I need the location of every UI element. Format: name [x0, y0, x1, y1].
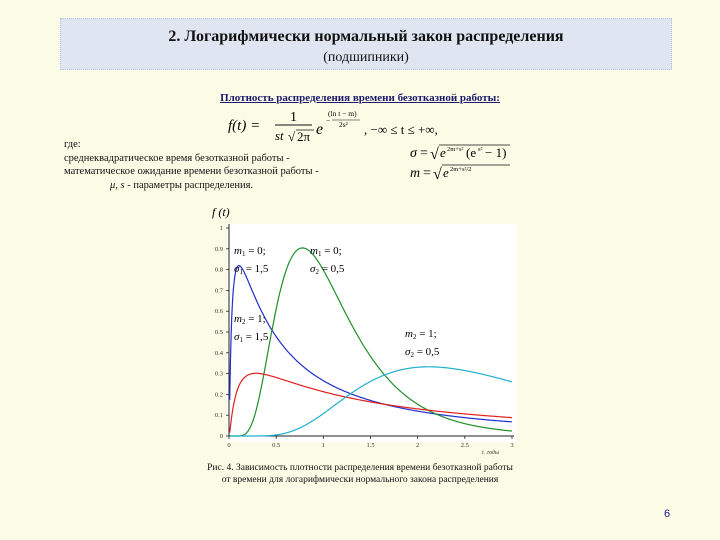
svg-text:=: = — [420, 146, 428, 161]
caption-line-2: от времени для логарифмически нормального закона распределения — [221, 475, 499, 485]
y-tick-label: 0.4 — [214, 349, 223, 357]
svg-text:√: √ — [430, 146, 439, 163]
params-definition — [64, 179, 319, 193]
slide-title-box — [60, 18, 672, 70]
x-tick-label: 1.5 — [366, 442, 375, 449]
svg-text:e: e — [443, 165, 449, 180]
sigma-formula — [410, 142, 520, 164]
x-tick-label: 0.5 — [272, 442, 281, 449]
svg-text:2m+s²: 2m+s² — [447, 146, 464, 153]
y-tick-label: 0.1 — [214, 412, 223, 420]
svg-text:f(t) =: f(t) = — [228, 118, 261, 134]
svg-text:st: st — [275, 128, 284, 143]
svg-text:2s²: 2s² — [339, 120, 348, 129]
y-tick-label: 0.6 — [214, 308, 223, 316]
y-tick-label: 0.9 — [214, 245, 223, 253]
svg-text:=: = — [423, 166, 431, 181]
x-axis-label: t, годы — [482, 450, 500, 454]
y-axis-label: f (t) — [212, 205, 230, 219]
m-definition: математическое ожидание времени безотказной работы - — [64, 166, 319, 177]
svg-text:√: √ — [433, 166, 442, 183]
definitions-block — [64, 138, 319, 192]
svg-text:σ: σ — [410, 146, 417, 161]
y-tick-label: 0.3 — [214, 370, 223, 378]
svg-text:, −∞ ≤ t ≤ +∞,: , −∞ ≤ t ≤ +∞, — [364, 122, 438, 137]
x-tick-label: 3 — [510, 442, 514, 449]
density-chart-svg — [200, 204, 530, 454]
annotation-m-line: m2 = 1; — [405, 328, 437, 341]
svg-text:√: √ — [288, 129, 296, 144]
annotation-s-line: σ2 = 0,5 — [310, 263, 345, 276]
x-tick-label: 0 — [227, 442, 231, 449]
slide-title: 2. Логарифмически нормальный закон распределения — [168, 28, 564, 45]
annotation-m-line: m1 = 0; — [234, 245, 266, 258]
page-number: 6 — [664, 508, 671, 520]
svg-text:e: e — [316, 121, 324, 138]
density-chart — [200, 204, 530, 459]
y-tick-label: 0.2 — [214, 391, 223, 399]
svg-text:−: − — [326, 116, 331, 125]
y-tick-label: 0 — [219, 433, 223, 440]
svg-text:1: 1 — [290, 110, 297, 125]
slide-title-subtitle: (подшипники) — [323, 50, 409, 65]
svg-text:2m+s²/2: 2m+s²/2 — [450, 166, 472, 173]
annotation-m-line: m2 = 1; — [234, 313, 266, 326]
x-tick-label: 1 — [321, 442, 325, 449]
y-tick-label: 0.7 — [214, 287, 223, 295]
y-tick-label: 0.5 — [214, 329, 223, 336]
annotation-m-line: m1 = 0; — [310, 245, 342, 258]
m-formula — [410, 162, 520, 184]
y-tick-label: 0.8 — [214, 266, 223, 274]
svg-text:s²: s² — [478, 146, 483, 153]
x-tick-label: 2.5 — [460, 442, 469, 449]
figure-caption — [0, 462, 720, 486]
svg-text:e: e — [440, 145, 446, 160]
where-label: где: — [64, 139, 81, 150]
params-definition-text: - параметры распределения. — [127, 179, 254, 191]
svg-text:(ln t − m): (ln t − m) — [328, 109, 357, 118]
svg-text:2π: 2π — [297, 129, 311, 144]
x-tick-label: 2 — [416, 442, 420, 449]
density-subtitle: Плотность распределения времени безотказной работы: — [220, 92, 500, 104]
y-tick-label: 1 — [219, 225, 223, 232]
sigma-definition: среднеквадратическое время безотказной работы - — [64, 152, 290, 164]
params-symbols: μ, s — [110, 179, 125, 191]
annotation-s-line: σ2 = 0,5 — [405, 346, 440, 359]
svg-text:m: m — [410, 166, 421, 181]
svg-text:− 1): − 1) — [485, 145, 507, 160]
annotation-s-line: σ1 = 1,5 — [234, 263, 269, 276]
annotation-s-line: σ1 = 1,5 — [234, 331, 269, 344]
caption-line-1: Рис. 4. Зависимость плотности распределения времени безотказной работы — [207, 463, 513, 473]
svg-text:(e: (e — [466, 145, 477, 160]
chart-plot-area — [227, 224, 517, 442]
